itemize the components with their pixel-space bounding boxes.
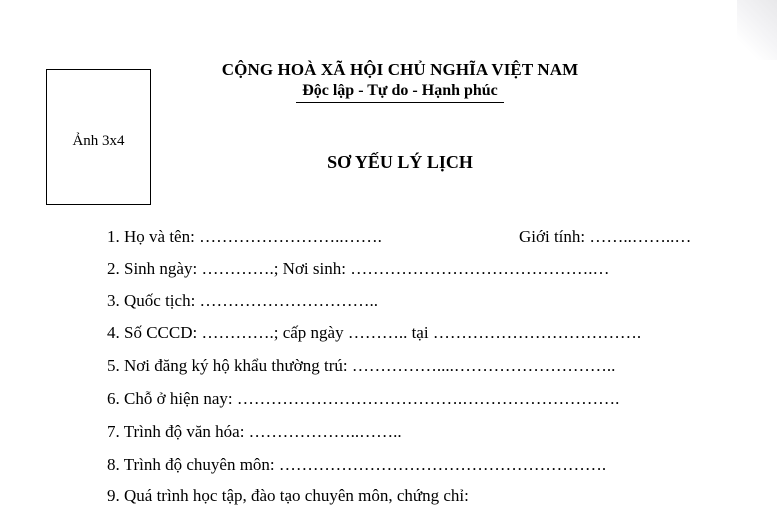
field-full-name: 1. Họ và tên: ……………………..……. (107, 227, 382, 246)
field-gender: Giới tính: ……..……..… (519, 227, 692, 246)
field-education-level: 7. Trình độ văn hóa: ………………..…….. (107, 422, 402, 441)
field-id-card: 4. Số CCCD: ………….; cấp ngày ……….. tại ………………………………. (107, 323, 642, 342)
photo-label: Ảnh 3x4 (72, 133, 125, 149)
photo-placeholder-box (46, 69, 151, 205)
field-training-history: 9. Quá trình học tập, đào tạo chuyên môn, chứng chỉ: (107, 486, 469, 505)
national-motto: Độc lập - Tự do - Hạnh phúc (296, 82, 504, 103)
field-nationality: 3. Quốc tịch: ………………………….. (107, 291, 379, 310)
field-professional-level: 8. Trình độ chuyên môn: …………………………………………………. (107, 455, 607, 474)
motto-container (200, 82, 600, 103)
national-title: CỘNG HOÀ XÃ HỘI CHỦ NGHĨA VIỆT NAM (221, 60, 579, 79)
field-current-address: 6. Chỗ ở hiện nay: ………………………………….………………………. (107, 389, 620, 408)
page-corner-shadow (737, 0, 777, 60)
document-title: SƠ YẾU LÝ LỊCH (327, 152, 473, 172)
field-registered-address: 5. Nơi đăng ký hộ khẩu thường trú: ……………....……………………….. (107, 356, 616, 375)
field-birth: 2. Sinh ngày: ………….; Nơi sinh: …………………………………….… (107, 259, 610, 278)
